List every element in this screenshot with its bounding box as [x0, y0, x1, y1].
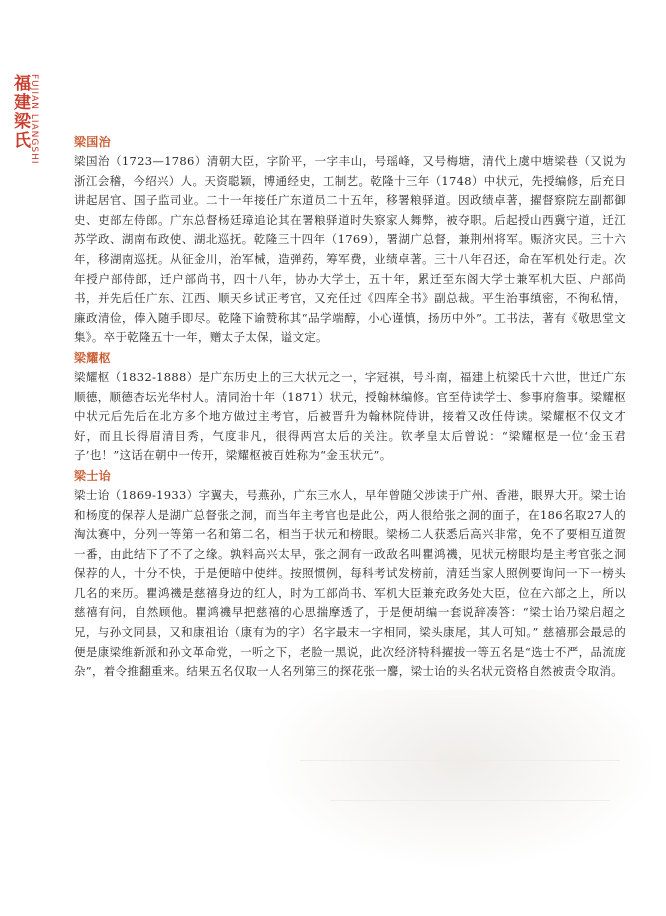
section-paragraph: 梁士诒（1869-1933）字翼夫，号燕孙，广东三水人，早年曾随父涉读于广州、香港，眼界大开。梁士诒和杨度的保荐人是湖广总督张之洞，而当年主考官也是此公，两人很给张之洞的面子，在186名取27人的淘汰赛中，分列一等第一名和第二名，相当于状元和榜眼。梁杨二人获悉后高兴非常，免不了要相互道贺一番，由此结下了不了之缘。孰料高兴太早，张之洞有一政敌名叫瞿鸿禨，见状元榜眼均是主考官张之洞保荐的人，十分不快，于是便暗中使绊。按照惯例，每科考试发榜前，清廷当家人照例要询问一下一榜头几名的来历。瞿鸿禨是慈禧身边的红人，时为工部尚书、军机大臣兼充政务处大臣，位在六部之上，所以慈禧有问，自然顾他。瞿鸿禨早把慈禧的心思揣摩透了，于是便胡编一套说辞凑答：“梁士诒乃梁启超之兄，与孙文同县，又和康祖诒（康有为的字）名字最末一字相同，梁头康尾，其人可知。” 慈禧那会最忌的便是康梁维新派和孙文革命党，一听之下，老脸一黑说，此次经济特科擢拔一等五名是“选士不严，品流庞杂”，着令推翻重来。结果五名仅取一人名列第三的探花张一麐，梁士诒的头名状元资格自然被责令取消。: [74, 487, 626, 679]
article-body: [74, 132, 626, 682]
background-watermark: [260, 690, 660, 870]
book-title-vertical: 福建梁氏: [10, 74, 30, 150]
section-paragraph: 梁耀枢（1832-1888）是广东历史上的三大状元之一，字冠祺，号斗南，福建上杭梁氏十六世，世迁广东顺德，顺德杏坛光华村人。清同治十年（1871）状元，授翰林编修。官至侍读学士、参事府詹事。梁耀枢中状元后先后在北方多个地方做过主考官，后被晋升为翰林院侍讲，接着又改任侍读。梁耀枢不仅文才好，而且长得眉清目秀，气度非凡，很得两宫太后的关注。钦孝皇太后曾说：“梁耀枢是一位‘金玉君子’也！”这话在朝中一传开，梁耀枢被百姓称为“金玉状元”。: [74, 369, 626, 463]
book-title-pinyin: FUJIAN LIANGSHI: [29, 74, 39, 165]
section-title: 梁国治: [74, 135, 111, 149]
section-title: 梁士诒: [74, 468, 111, 483]
section-paragraph: 梁国治（1723—1786）清朝大臣，字阶平，一字丰山，号瑶峰，又号梅塘，清代上虞中塘梁巷（又说为浙江会稽，今绍兴）人。天资聪颖，博通经史，工制艺。乾隆十三年（1748）中状元，先授编修，后充日讲起居官、国子监司业。二十一年接任广东道员二十五年，移署粮驿道。因政绩卓著，擢督察院左副都御史、吏部左侍郎。广东总督杨廷璋追论其在署粮驿道时失察家人舞弊，被夺职。后起授山西冀宁道，迁江苏学政、湖南布政使、湖北巡抚。乾隆三十四年（1769），署湖广总督，兼荆州将军。赈济灾民。三十六年，移湖南巡抚。从征金川，治军械，造弹药，筹军费，业绩卓著。三十八年召还，命在军机处行走。次年授户部侍郎，迁户部尚书，四十八年，协办大学士，五十年，累迁至东阁大学士兼军机大臣、户部尚书，并先后任广东、江西、顺天乡试正考官，又充任过《四库全书》副总裁。平生治事缜密，不徇私情，廉政清俭，俸入随手即尽。乾隆下谕赞称其“品学端醇，小心谨慎，扬历中外”。工书法，著有《敬思堂文集》。卒于乾隆五十一年，赠太子太保，谥文定。: [74, 154, 626, 345]
section-title: 梁耀枢: [74, 350, 111, 365]
watermark-line: [300, 760, 620, 761]
watermark-line: [330, 800, 610, 801]
